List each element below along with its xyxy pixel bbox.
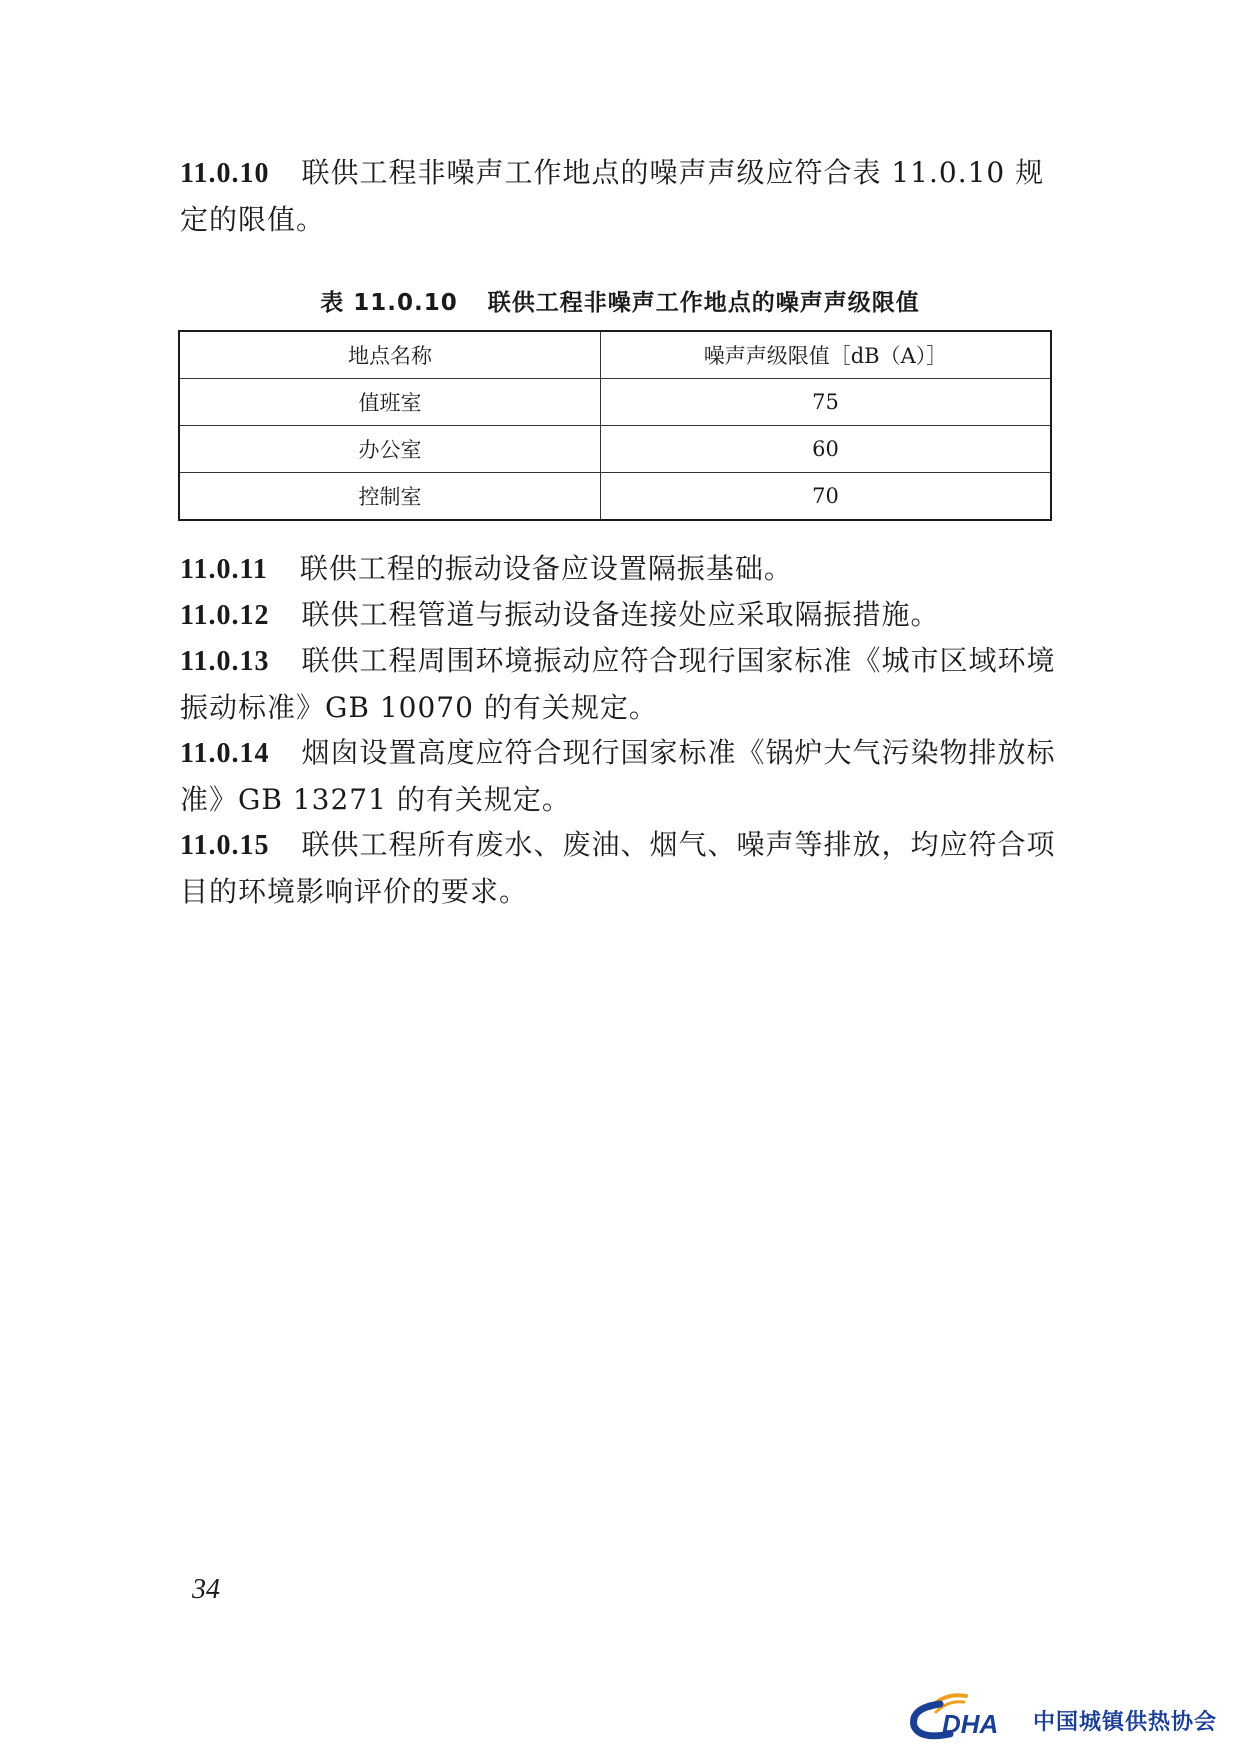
location-cell: 办公室 (179, 426, 601, 473)
clause-number: 11.0.12 (180, 600, 270, 631)
clause-text: 联供工程管道与振动设备连接处应采取隔振措施。 (301, 598, 940, 631)
svg-text:DHA: DHA (942, 1709, 999, 1739)
clause-number: 11.0.14 (180, 738, 270, 769)
table-row (179, 473, 1051, 521)
clause-text: 烟囱设置高度应符合现行国家标准《锅炉大气污染物排放标准》GB 13271 的有关规定。 (180, 736, 1056, 816)
clause-11-0-12 (180, 592, 1060, 639)
location-cell: 控制室 (179, 473, 601, 521)
organization-name: 中国城镇供热协会 (1033, 1710, 1218, 1735)
header-noise-limit: 噪声声级限值［dB（A）］ (601, 331, 1052, 379)
table-row (179, 379, 1051, 426)
table-caption-text: 联供工程非噪声工作地点的噪声声级限值 (487, 290, 920, 316)
clause-text: 联供工程周围环境振动应符合现行国家标准《城市区域环境振动标准》GB 10070 的有关规定。 (180, 644, 1056, 724)
clause-number: 11.0.13 (180, 646, 270, 677)
limit-cell: 70 (601, 473, 1052, 521)
clause-text: 联供工程非噪声工作地点的噪声声级应符合表 11.0.10 规定的限值。 (180, 156, 1045, 236)
clause-11-0-15 (180, 822, 1060, 915)
clause-11-0-10 (180, 150, 1060, 243)
clause-11-0-11 (180, 546, 1060, 593)
clause-number: 11.0.11 (180, 554, 268, 585)
clause-text: 联供工程所有废水、废油、烟气、噪声等排放，均应符合项目的环境影响评价的要求。 (180, 828, 1056, 908)
table-caption (180, 284, 1060, 317)
clause-number: 11.0.10 (180, 158, 270, 189)
limit-cell: 60 (601, 426, 1052, 473)
page-number: 34 (192, 1574, 220, 1605)
header-location-name: 地点名称 (179, 331, 601, 379)
location-cell: 值班室 (179, 379, 601, 426)
table-row (179, 426, 1051, 473)
table-header-row (179, 331, 1051, 379)
clause-number: 11.0.15 (180, 830, 270, 861)
clause-11-0-13 (180, 638, 1060, 731)
table-caption-number: 表 11.0.10 (320, 290, 458, 316)
limit-cell: 75 (601, 379, 1052, 426)
clause-text: 联供工程的振动设备应设置隔振基础。 (299, 552, 793, 585)
noise-limit-table (178, 330, 1052, 521)
clause-11-0-14 (180, 730, 1060, 823)
